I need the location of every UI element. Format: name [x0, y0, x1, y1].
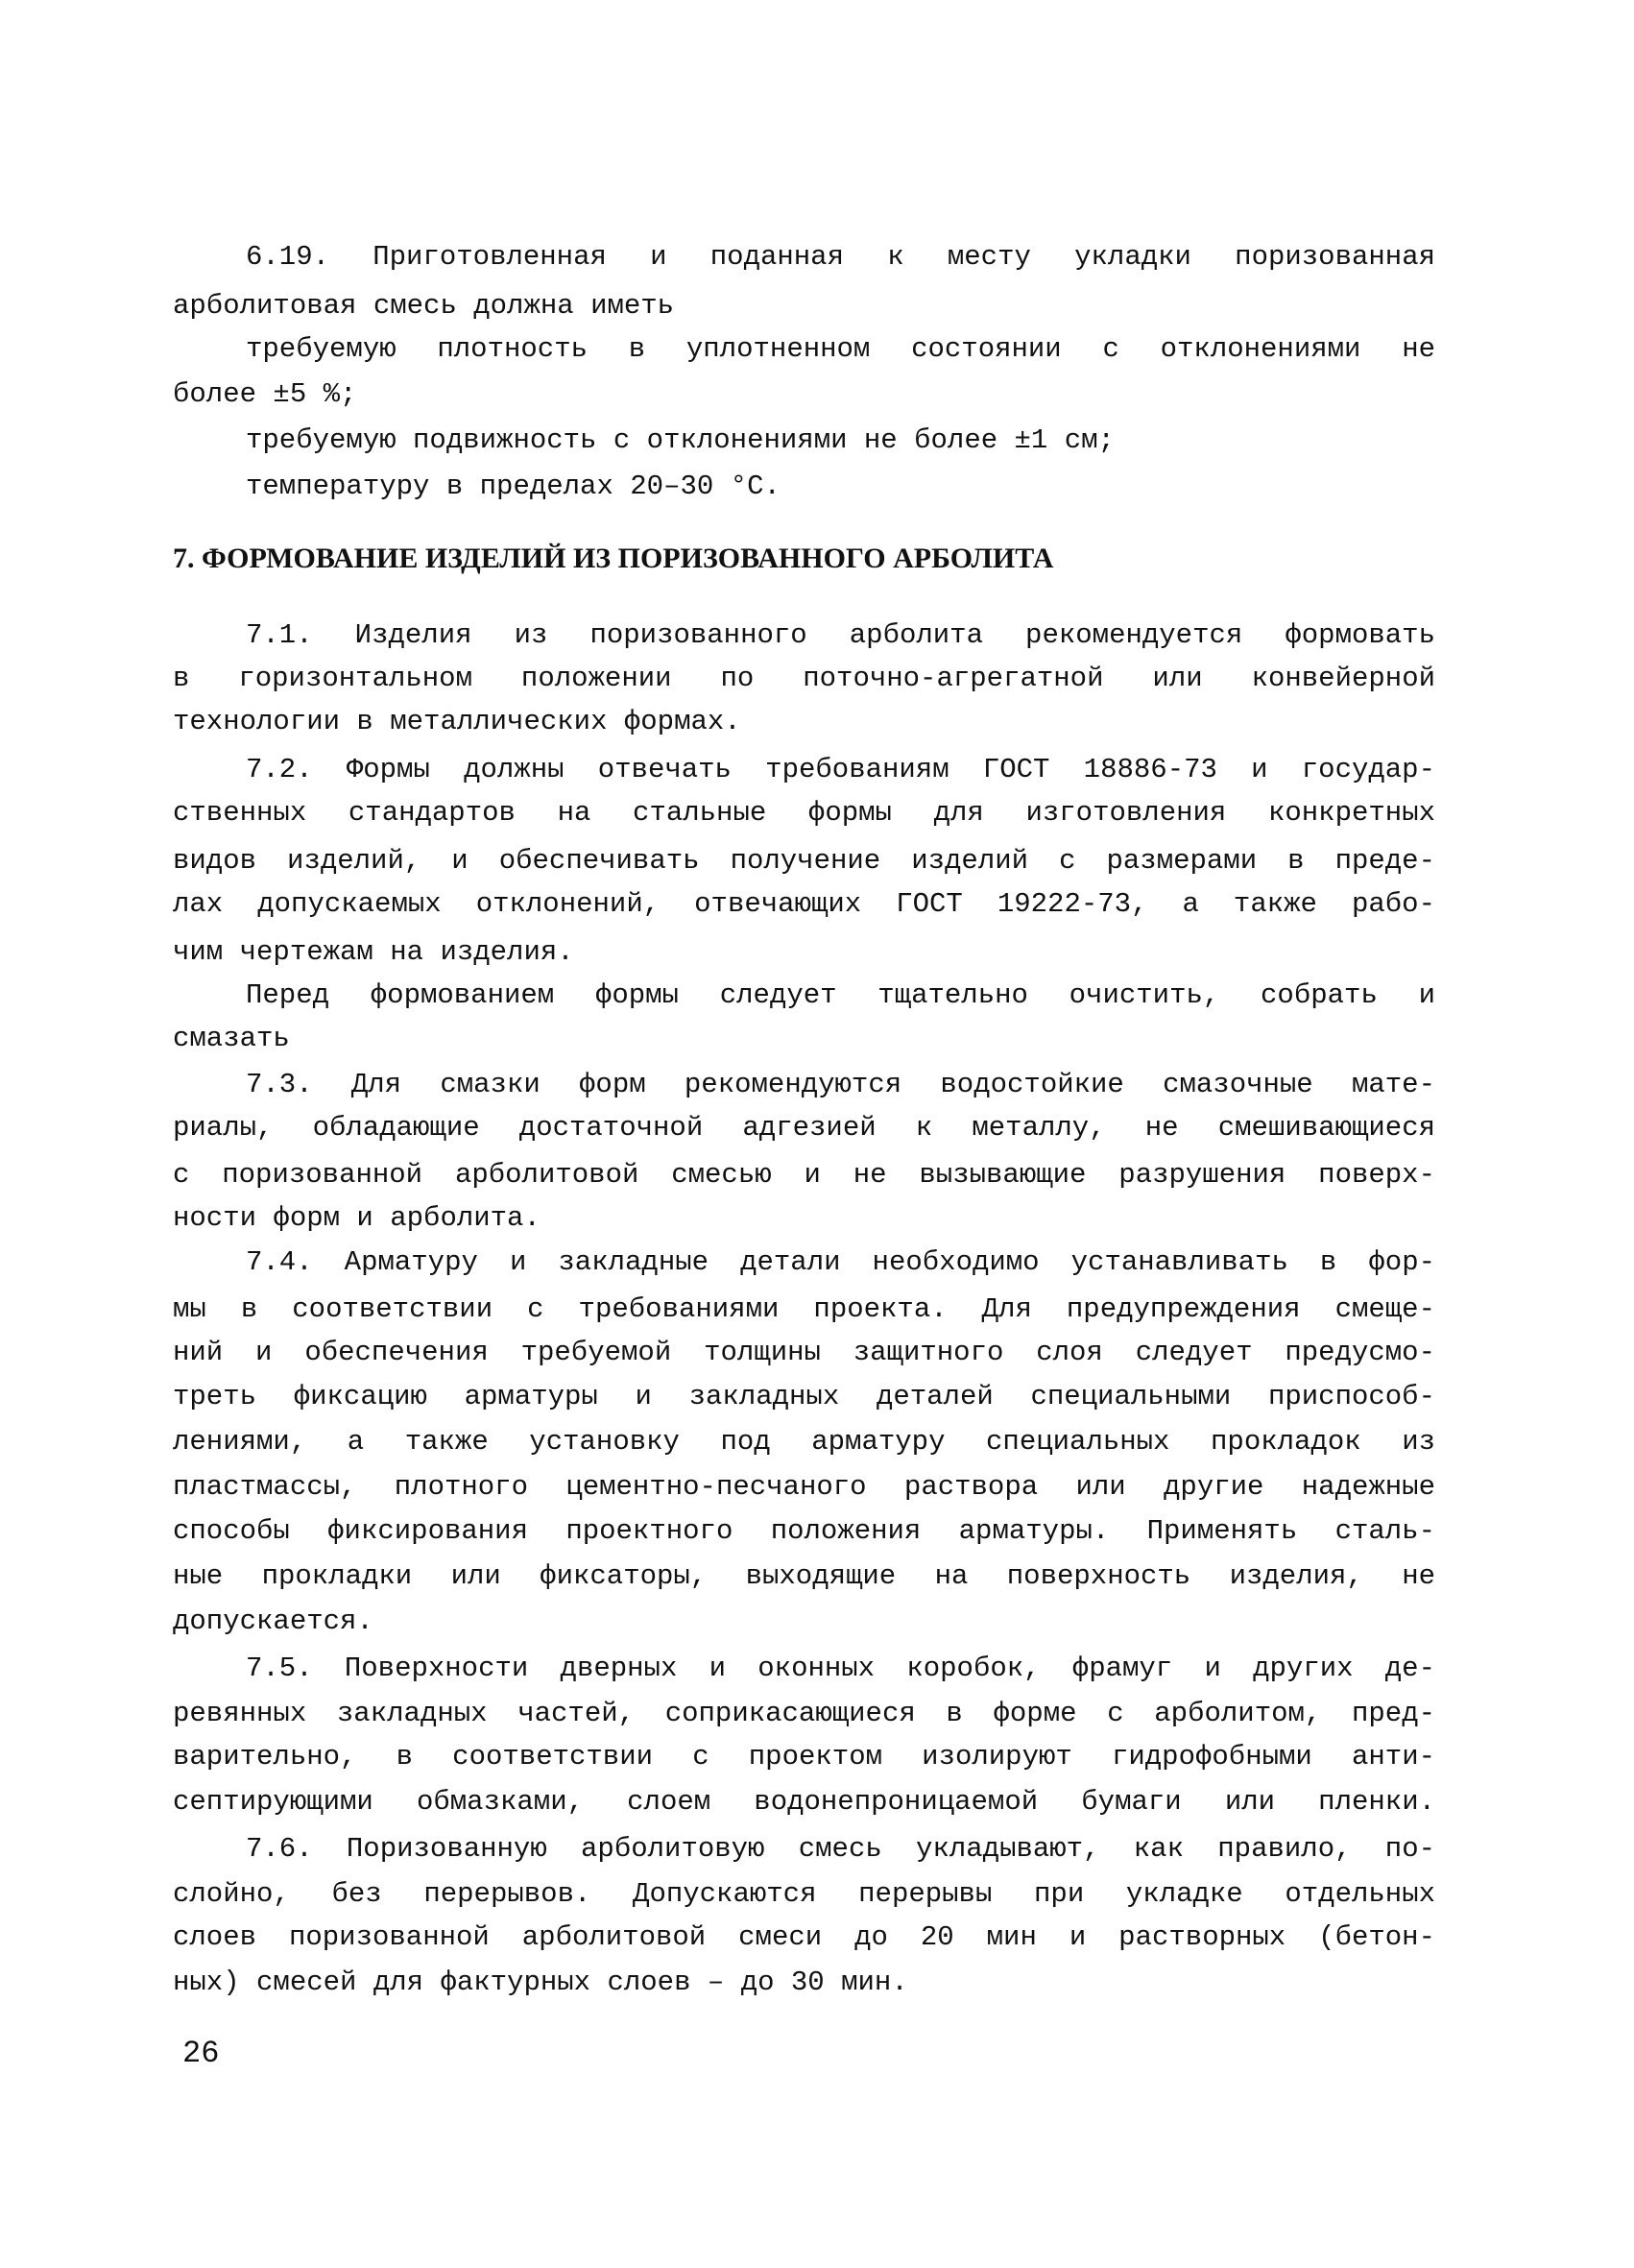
text-line: пластмассы, плотного цементно-песчаного раствора или другие надежные	[173, 1471, 1435, 1503]
text-line: 7.1. Изделия из поризованного арболита рекомендуется формовать	[246, 619, 1435, 651]
text-line: 7.5. Поверхности дверных и оконных коробок, фрамуг и других де-	[246, 1653, 1435, 1684]
text-line: ний и обеспечения требуемой толщины защитного слоя следует предусмо-	[173, 1337, 1435, 1368]
text-line: 7.6. Поризованную арболитовую смесь укладывают, как правило, по-	[246, 1833, 1435, 1865]
text-line: более ±5 %;	[173, 378, 357, 410]
text-line: допускается.	[173, 1605, 373, 1637]
text-line: 7.3. Для смазки форм рекомендуются водостойкие смазочные мате-	[246, 1069, 1435, 1100]
text-line: ности форм и арболита.	[173, 1202, 541, 1234]
text-line: с поризованной арболитовой смесью и не вызывающие разрушения поверх-	[173, 1159, 1435, 1191]
text-line: ных) смесей для фактурных слоев – до 30 мин.	[173, 1966, 908, 1998]
text-line: чим чертежам на изделия.	[173, 936, 574, 968]
text-line: смазать	[173, 1023, 290, 1054]
text-line: способы фиксирования проектного положения арматуры. Применять сталь-	[173, 1515, 1435, 1547]
text-line: в горизонтальном положении по поточно-агрегатной или конвейерной	[173, 663, 1435, 694]
text-line: мы в соответствии с требованиями проекта. Для предупреждения смеще-	[173, 1293, 1435, 1325]
section-heading: 7. ФОРМОВАНИЕ ИЗДЕЛИЙ ИЗ ПОРИЗОВАННОГО АРБОЛИТА	[173, 543, 1054, 574]
text-line: Перед формованием формы следует тщательно очистить, собрать и	[246, 979, 1435, 1011]
text-line: ревянных закладных частей, соприкасающиеся в форме с арболитом, пред-	[173, 1698, 1435, 1729]
text-line: септирующими обмазками, слоем водонепроницаемой бумаги или пленки.	[173, 1786, 1435, 1818]
text-line: слоев поризованной арболитовой смеси до 20 мин и растворных (бетон-	[173, 1921, 1435, 1953]
text-line: лах допускаемых отклонений, отвечающих ГОСТ 19222-73, а также рабо-	[173, 888, 1435, 920]
text-line: 7.4. Арматуру и закладные детали необходимо устанавливать в фор-	[246, 1246, 1435, 1278]
text-line: варительно, в соответствии с проектом изолируют гидрофобными анти-	[173, 1741, 1435, 1773]
text-line: слойно, без перерывов. Допускаются перерывы при укладке отдельных	[173, 1878, 1435, 1910]
text-line: требуемую плотность в уплотненном состоянии с отклонениями не	[246, 333, 1435, 365]
text-line: 6.19. Приготовленная и поданная к месту укладки поризованная	[246, 241, 1435, 273]
page-number: 26	[182, 2036, 220, 2071]
text-line: ственных стандартов на стальные формы для изготовления конкретных	[173, 797, 1435, 829]
text-line: арболитовая смесь должна иметь	[173, 290, 675, 322]
text-line: ные прокладки или фиксаторы, выходящие на поверхность изделия, не	[173, 1560, 1435, 1592]
text-line: видов изделий, и обеспечивать получение изделий с размерами в преде-	[173, 845, 1435, 877]
text-line: риалы, обладающие достаточной адгезией к металлу, не смешивающиеся	[173, 1112, 1435, 1144]
text-line: лениями, а также установку под арматуру специальных прокладок из	[173, 1426, 1435, 1458]
text-line: требуемую подвижность с отклонениями не более ±1 см;	[246, 424, 1115, 456]
text-line: технологии в металлических формах.	[173, 706, 741, 737]
text-line: 7.2. Формы должны отвечать требованиям ГОСТ 18886-73 и государ-	[246, 754, 1435, 785]
text-line: треть фиксацию арматуры и закладных деталей специальными приспособ-	[173, 1381, 1435, 1412]
text-line: температуру в пределах 20–30 °С.	[246, 470, 781, 502]
